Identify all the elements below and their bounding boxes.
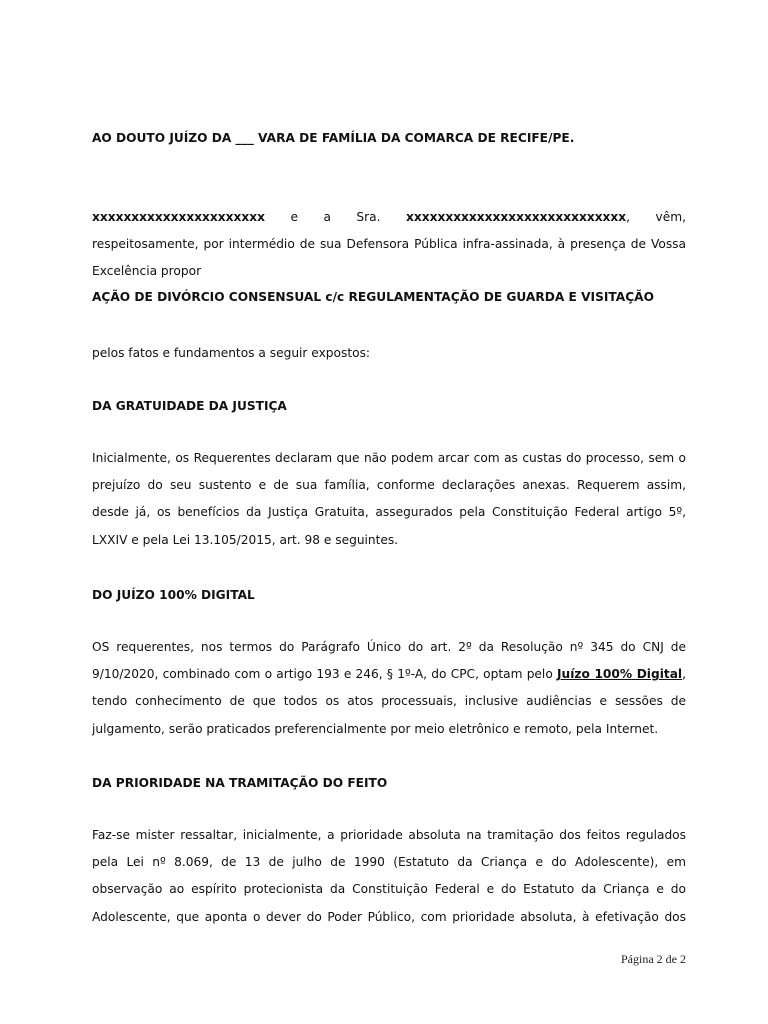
party-2-name: xxxxxxxxxxxxxxxxxxxxxxxxxxxx: [406, 210, 627, 224]
parties-connector: e a Sra.: [264, 210, 407, 224]
juizo-digital-highlight: Juízo 100% Digital: [557, 667, 683, 682]
section-heading-prioridade: DA PRIORIDADE NA TRAMITAÇÃO DO FEITO: [92, 776, 388, 790]
juizo-digital-text-after: , tendo conhecimento de que todos os atos processuais, inclusive audiências e sessões de julgamento, serão praticados preferencialmente por meio eletrônico e remoto, pela Internet.: [92, 667, 686, 736]
parties-paragraph: [92, 204, 686, 286]
section-text-juizo-digital: [92, 634, 686, 743]
section-text-prioridade: Faz-se mister ressaltar, inicialmente, a prioridade absoluta na tramitação dos feitos regulados pela Lei nº 8.069, de 13 de julho de 1990 (Estatuto da Criança e do Adolescente), em observação ao espírito protecionista da Constituição Federal e do Estatuto da Criança e do Adolescente, que aponta o dever do Poder Público, com prioridade absoluta, à efetivação dos: [92, 828, 686, 924]
party-1-name: xxxxxxxxxxxxxxxxxxxxxx: [92, 210, 265, 224]
parties-rest-text: , vêm, respeitosamente, por intermédio de sua Defensora Pública infra-assinada, à presença de Vossa Excelência propor: [92, 210, 686, 279]
facts-intro: pelos fatos e fundamentos a seguir expostos:: [92, 346, 371, 360]
section-text-gratuidade: Inicialmente, os Requerentes declaram que não podem arcar com as custas do processo, sem o prejuízo do seu sustento e de sua família, conforme declarações anexas. Requerem assim, desde já, os benefícios da Justiça Gratuita, assegurados pela Constituição Federal artigo 5º, LXXIV e pela Lei 13.105/2015, art. 98 e seguintes.: [92, 451, 686, 547]
section-heading-juizo-digital: DO JUÍZO 100% DIGITAL: [92, 588, 255, 602]
action-title: AÇÃO DE DIVÓRCIO CONSENSUAL c/c REGULAMENTAÇÃO DE GUARDA E VISITAÇÃO: [92, 290, 654, 304]
section-heading-gratuidade: DA GRATUIDADE DA JUSTIÇA: [92, 399, 287, 413]
page-number-footer: Página 2 de 2: [621, 952, 686, 966]
court-address-title: AO DOUTO JUÍZO DA ___ VARA DE FAMÍLIA DA COMARCA DE RECIFE/PE.: [92, 131, 575, 145]
juizo-digital-text-before: OS requerentes, nos termos do Parágrafo Único do art. 2º da Resolução nº 345 do CNJ de 9/10/2020, combinado com o artigo 193 e 246, § 1º-A, do CPC, optam pelo: [92, 640, 686, 682]
